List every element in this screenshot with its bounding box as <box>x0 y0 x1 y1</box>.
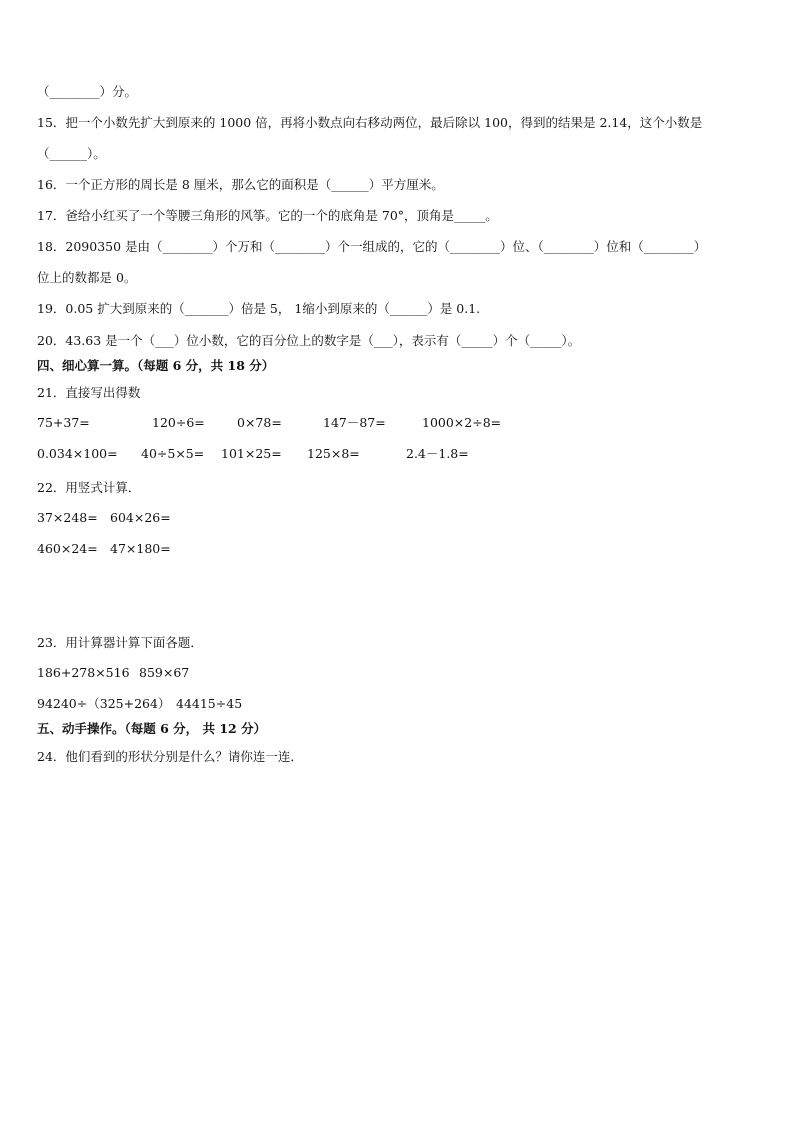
q14-tail: （________）分。 <box>37 84 138 99</box>
q22-item: 604×26= <box>110 510 171 525</box>
q19: 19．0.05 扩大到原来的（_______）倍是 5， 1缩小到原来的（______）是 0.1. <box>37 301 481 316</box>
q22-item: 47×180= <box>110 541 171 556</box>
q23-row-2 <box>37 695 757 713</box>
q22-row-1 <box>37 509 757 527</box>
q23-title: 23．用计算器计算下面各题． <box>37 635 203 650</box>
q23-item: 186+278×516 <box>37 665 130 680</box>
q21-item: 2.4－1.8= <box>406 446 469 461</box>
q22-item: 460×24= <box>37 541 98 556</box>
q23-row-1 <box>37 664 757 682</box>
q21-title: 21．直接写出得数 <box>37 385 141 400</box>
q18-line1: 18．2090350 是由（________）个万和（________）个一组成的，它的（________）位、（________）位和（________） <box>37 239 707 254</box>
q21-item: 0×78= <box>237 415 282 430</box>
q22-title: 22．用竖式计算． <box>37 480 141 495</box>
q16: 16．一个正方形的周长是 8 厘米，那么它的面积是（______）平方厘米。 <box>37 177 444 192</box>
q21-row-1 <box>37 414 757 432</box>
q21-item: 0.034×100= <box>37 446 118 461</box>
q23-item: 859×67 <box>139 665 190 680</box>
q21-row-2 <box>37 445 757 463</box>
q22-item: 37×248= <box>37 510 98 525</box>
section-5-heading: 五、动手操作。（每题 6 分， 共 12 分） <box>37 721 267 736</box>
q21-item: 1000×2÷8= <box>422 415 502 430</box>
q15-line1: 15．把一个小数先扩大到原来的 1000 倍，再将小数点向右移动两位，最后除以 100，得到的结果是 2.14，这个小数是 <box>37 115 703 130</box>
q21-item: 120÷6= <box>152 415 205 430</box>
q21-item: 147－87= <box>323 415 386 430</box>
q21-item: 75+37= <box>37 415 90 430</box>
q18-line2: 位上的数都是 0。 <box>37 270 137 285</box>
q21-item: 125×8= <box>307 446 360 461</box>
q15-line2: （______）。 <box>37 146 106 161</box>
q17: 17．爸给小红买了一个等腰三角形的风筝。它的一个的底角是 70°，顶角是_____。 <box>37 208 498 223</box>
q20: 20．43.63 是一个（___）位小数，它的百分位上的数字是（___），表示有（_____）个（_____）。 <box>37 333 581 348</box>
q21-item: 101×25= <box>221 446 282 461</box>
q23-item: 44415÷45 <box>176 696 243 711</box>
q21-item: 40÷5×5= <box>141 446 205 461</box>
section-4-heading: 四、细心算一算。（每题 6 分，共 18 分） <box>37 358 275 373</box>
q24: 24．他们看到的形状分别是什么？请你连一连． <box>37 749 303 764</box>
q23-item: 94240÷（325+264） <box>37 696 171 711</box>
q22-row-2 <box>37 540 757 558</box>
